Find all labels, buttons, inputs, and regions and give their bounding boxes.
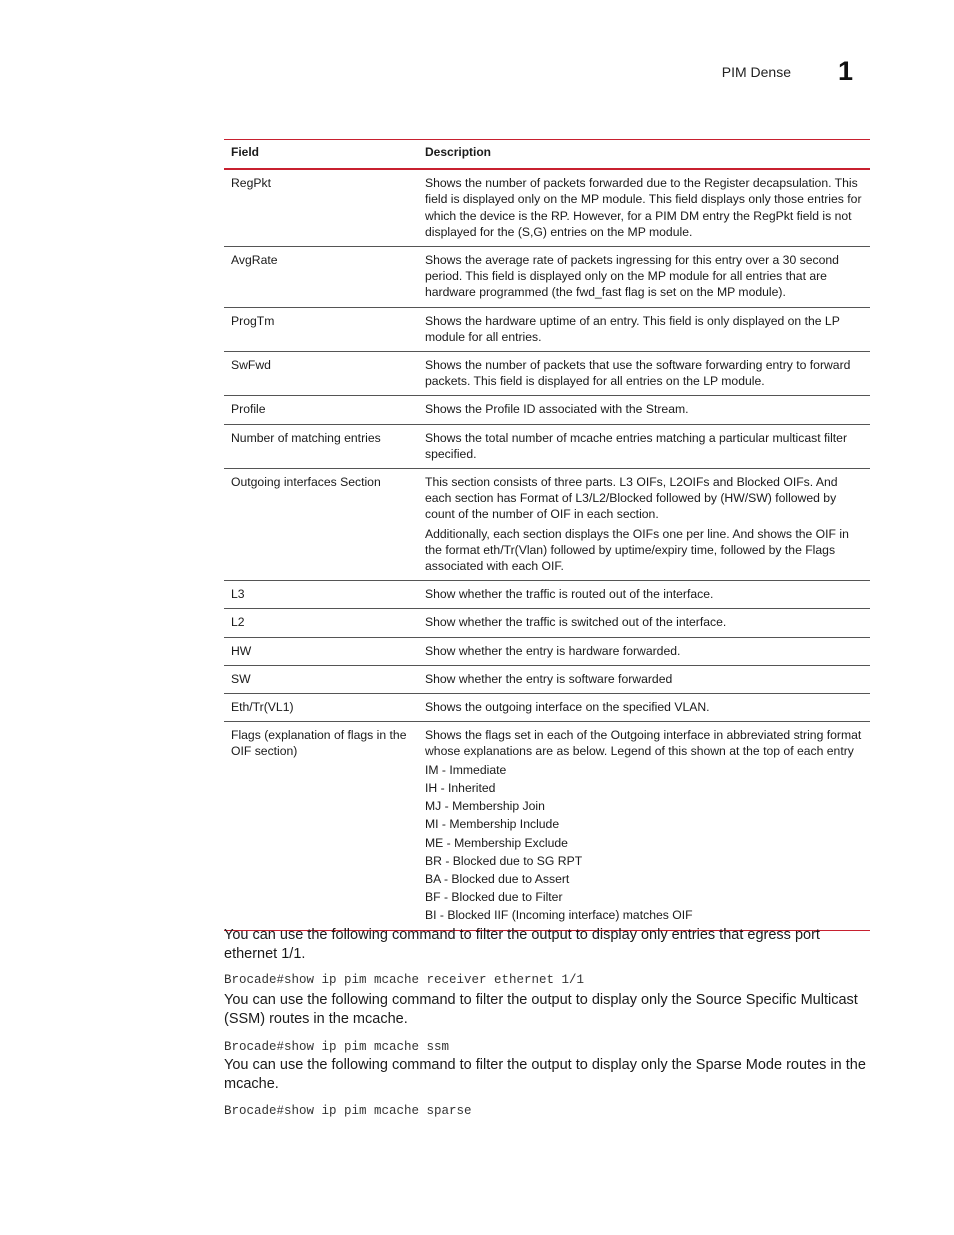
description-text: Show whether the traffic is switched out of the interface. xyxy=(425,615,727,630)
table-header-row xyxy=(224,140,870,169)
table-body xyxy=(224,169,870,929)
description-cell xyxy=(418,609,870,637)
field-cell: L2 xyxy=(224,609,418,637)
field-cell: Flags (explanation of flags in the OIF section) xyxy=(231,728,407,759)
description-cell xyxy=(418,247,870,308)
description-text: Shows the hardware uptime of an entry. This field is only displayed on the LP module for all entries. xyxy=(425,313,840,344)
description-text: Shows the flags set in each of the Outgoing interface in abbreviated string format whose explanations are as below. Legend of this shown at the top of each entry xyxy=(425,728,862,759)
description-text: This section consists of three parts. L3 OIFs, L2OIFs and Blocked OIFs. And each section has Format of L3/L2/Blocked followed by (HW/SW) followed by count of the number of OIF in each section. xyxy=(425,475,838,522)
description-text: Shows the total number of mcache entries matching a particular multicast filter specified. xyxy=(425,430,848,461)
table-row xyxy=(224,581,870,609)
description-line: MJ - Membership Join xyxy=(425,799,545,814)
description-text: Shows the Profile ID associated with the Stream. xyxy=(425,402,689,417)
table-row xyxy=(224,609,870,637)
description-text: Shows the number of packets forwarded due to the Register decapsulation. This field is displayed only on the MP module. This field displays only those entries for which the device is the RP. However, for a PIM DM entry the RegPkt field is not displayed for the (S,G) entries on the MP module. xyxy=(425,176,862,239)
description-text: Shows the outgoing interface on the specified VLAN. xyxy=(425,700,710,715)
description-cell xyxy=(418,169,870,246)
chapter-number: 1 xyxy=(838,56,854,86)
description-line: ME - Membership Exclude xyxy=(425,835,568,850)
field-cell: HW xyxy=(224,637,418,665)
table-row xyxy=(224,307,870,351)
paragraph-sparse: You can use the following command to filter the output to display only the Sparse Mode routes in the mcache. xyxy=(224,1057,866,1092)
description-cell xyxy=(418,396,870,424)
description-line: MI - Membership Include xyxy=(425,817,560,832)
field-cell: RegPkt xyxy=(224,169,418,246)
description-cell xyxy=(418,469,870,581)
code-ssm: Brocade#show ip pim mcache ssm xyxy=(224,1040,450,1054)
field-cell: ProgTm xyxy=(224,307,418,351)
table-row xyxy=(224,424,870,468)
field-cell: AvgRate xyxy=(224,247,418,308)
column-header-field: Field xyxy=(224,140,418,169)
table-row xyxy=(224,169,870,246)
paragraph-ssm: You can use the following command to filter the output to display only the Source Specific Multicast (SSM) routes in the mcache. xyxy=(224,992,858,1027)
description-text: Show whether the entry is software forwarded xyxy=(425,671,673,686)
description-cell xyxy=(418,307,870,351)
description-line: IM - Immediate xyxy=(425,762,507,777)
table-row xyxy=(224,396,870,424)
table-row xyxy=(224,637,870,665)
field-cell: Outgoing interfaces Section xyxy=(224,469,418,581)
description-line: BA - Blocked due to Assert xyxy=(425,871,570,886)
table-row xyxy=(224,469,870,581)
code-receiver-ethernet: Brocade#show ip pim mcache receiver ethernet 1/1 xyxy=(224,973,585,987)
table-row xyxy=(224,665,870,693)
description-text: Show whether the entry is hardware forwarded. xyxy=(425,643,681,658)
field-cell: L3 xyxy=(224,581,418,609)
description-text: Shows the average rate of packets ingressing for this entry over a 30 second period. This field is displayed only on the MP module for all entries that are hardware programmed (the fwd_fast flag is set on the MP module). xyxy=(425,253,839,300)
section-title: PIM Dense xyxy=(721,64,791,80)
field-cell: SW xyxy=(224,665,418,693)
field-cell: Profile xyxy=(224,396,418,424)
description-line: BF - Blocked due to Filter xyxy=(425,890,563,905)
description-line: IH - Inherited xyxy=(425,780,496,795)
description-text: Shows the number of packets that use the software forwarding entry to forward packets. This field is displayed for all entries on the LP module. xyxy=(425,358,851,389)
table-row xyxy=(224,722,870,930)
description-cell xyxy=(418,581,870,609)
description-cell xyxy=(418,722,870,930)
description-line: BI - Blocked IIF (Incoming interface) matches OIF xyxy=(425,908,693,923)
field-description-table xyxy=(224,139,870,931)
paragraph-egress-port: You can use the following command to filter the output to display only entries that egress port ethernet 1/1. xyxy=(224,927,820,962)
description-cell xyxy=(418,694,870,722)
code-sparse: Brocade#show ip pim mcache sparse xyxy=(224,1104,472,1118)
description-line: Additionally, each section displays the OIFs one per line. And shows the OIF in the format eth/Tr(Vlan) followed by uptime/expiry time, followed by the Flags associated with each OIF. xyxy=(425,526,849,574)
table-row xyxy=(224,247,870,308)
field-cell: Number of matching entries xyxy=(224,424,418,468)
description-cell xyxy=(418,352,870,396)
table-row xyxy=(224,352,870,396)
description-line: BR - Blocked due to SG RPT xyxy=(425,853,583,868)
description-cell xyxy=(418,665,870,693)
description-text: Show whether the traffic is routed out of the interface. xyxy=(425,587,714,602)
description-cell xyxy=(418,424,870,468)
field-cell: SwFwd xyxy=(224,352,418,396)
table-row xyxy=(224,694,870,722)
field-cell: Eth/Tr(VL1) xyxy=(224,694,418,722)
description-cell xyxy=(418,637,870,665)
column-header-description: Description xyxy=(418,140,870,169)
